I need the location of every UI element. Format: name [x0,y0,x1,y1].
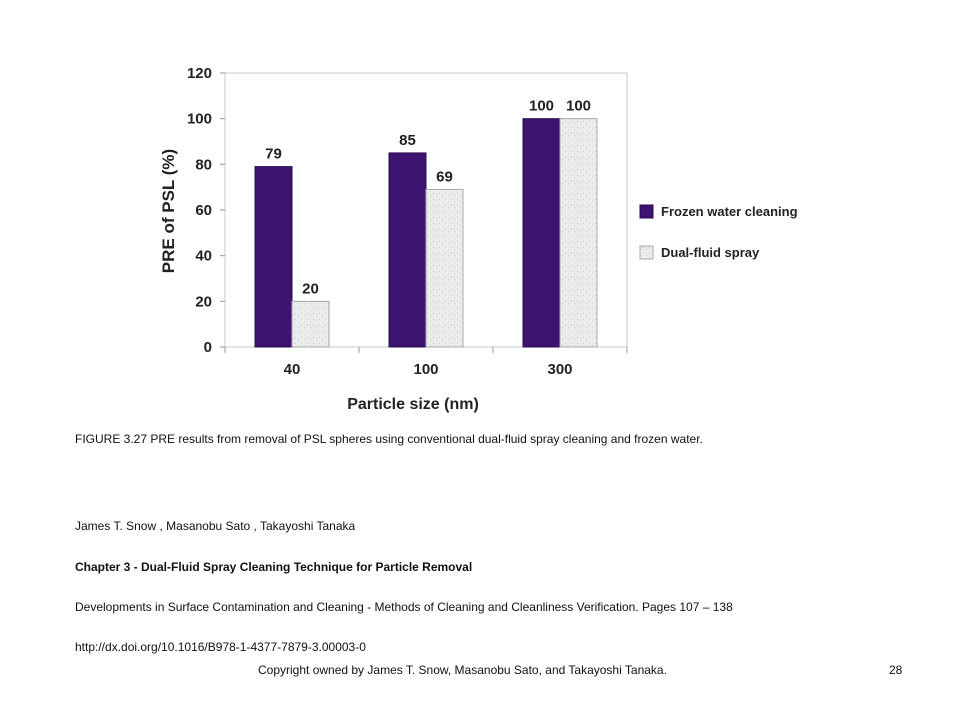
legend-swatch [640,205,653,218]
x-tick-label: 300 [547,361,573,378]
y-tick-label: 20 [195,293,212,311]
data-label: 79 [265,145,282,163]
data-label: 100 [565,97,592,115]
data-label: 69 [436,168,453,186]
y-tick-label: 80 [195,156,212,174]
figure-caption: FIGURE 3.27 PRE results from removal of PSL spheres using conventional dual-fluid spray cleaning and frozen water. [75,432,703,446]
chapter-title: Chapter 3 - Dual-Fluid Spray Cleaning Technique for Particle Removal [75,560,473,574]
page-number: 28 [889,663,903,677]
x-tick-label: 40 [283,361,301,378]
bar [426,189,463,347]
x-tick-label: 100 [413,361,439,378]
bar [523,119,560,347]
y-tick-label: 120 [186,65,212,82]
authors-line: James T. Snow , Masanobu Sato , Takayoshi Tanaka [75,519,356,533]
copyright-notice: Copyright owned by James T. Snow, Masanobu Sato, and Takayoshi Tanaka. [258,663,667,677]
data-label: 100 [528,97,555,115]
legend-swatch [640,246,653,259]
legend-label: Dual-fluid spray [661,245,760,260]
bar [389,153,426,347]
book-reference: Developments in Surface Contamination and Cleaning - Methods of Cleaning and Cleanliness Verification. Pages 107 – 138 [75,600,733,614]
data-label: 20 [302,280,319,298]
y-tick-label: 0 [203,339,212,356]
y-axis-title: PRE of PSL (%) [159,148,178,274]
y-tick-label: 60 [195,202,212,219]
y-tick-label: 40 [195,247,212,265]
bar [255,167,292,347]
doi-link[interactable]: http://dx.doi.org/10.1016/B978-1-4377-7879-3.00003-0 [75,640,366,654]
x-axis-title: Particle size (nm) [347,396,479,413]
legend-label: Frozen water cleaning [661,204,798,219]
y-tick-label: 100 [186,110,212,128]
data-label: 85 [399,131,416,149]
bar [292,301,329,347]
bar [560,119,597,347]
